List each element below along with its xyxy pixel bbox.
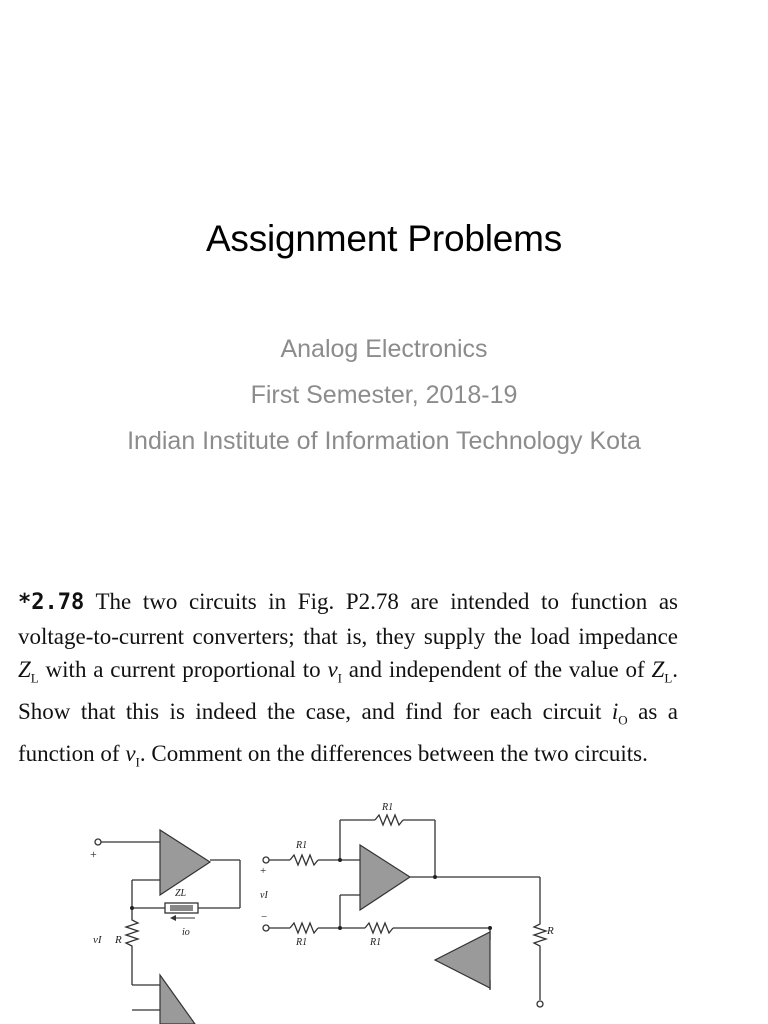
zl-symbol-2: Z: [651, 657, 665, 682]
io-symbol: i: [611, 699, 619, 725]
label-r1-in: R1: [296, 840, 308, 851]
resistor-r1-top: [375, 815, 403, 825]
opamp-b1: [360, 845, 410, 910]
opamp-a1: [160, 830, 210, 895]
label-r-right: R: [547, 925, 554, 937]
label-vi-left: vI: [93, 934, 102, 946]
vi-symbol-2: v: [125, 741, 136, 767]
resistor-r-left: [126, 915, 138, 960]
opamp-b2: [435, 932, 490, 988]
problem-text-1: The two circuits in Fig. P2.78 are intended to function as voltage-to-current converters; that is, they supply the load impedance: [18, 589, 678, 649]
problem-text-5: as a function of: [18, 699, 678, 767]
opamp-a2: [160, 975, 195, 1024]
problem-text-3: and independent of the value of: [342, 657, 652, 682]
subtitle-course: Analog Electronics: [280, 335, 488, 363]
label-r-left: R: [115, 934, 122, 946]
resistor-r1-in: [290, 855, 318, 865]
zl-subscript: L: [30, 670, 39, 686]
label-plus-left: +: [90, 847, 97, 861]
problem-statement: [18, 585, 678, 779]
circuit-figure: [60, 800, 580, 1024]
label-r1-low-left: R1: [296, 937, 308, 948]
resistor-r-right: [534, 920, 546, 950]
problem-text-4: . Show that this is indeed the case, and find for each circuit: [18, 657, 679, 725]
vi-subscript: I: [337, 670, 342, 686]
zl-subscript-2: L: [664, 670, 673, 686]
label-r1-low-right: R1: [370, 937, 382, 948]
label-zl: ZL: [175, 888, 187, 899]
load-zl-fill: [170, 905, 193, 911]
terminal-a-plus: [95, 839, 101, 845]
problem-number: *2.78: [18, 590, 85, 615]
resistor-r1-low-left: [290, 923, 318, 933]
label-minus-mid: −: [261, 911, 268, 923]
vi-subscript-2: I: [135, 754, 140, 770]
subtitle-semester: First Semester, 2018-19: [250, 381, 518, 409]
label-r1-top: R1: [382, 802, 394, 813]
problem-text-6: . Comment on the differences between the two circuits.: [139, 741, 648, 767]
terminal-b-plus: [263, 857, 269, 863]
terminal-b-minus: [263, 925, 269, 931]
subtitle-institute: Indian Institute of Information Technology Kota: [127, 427, 641, 455]
io-subscript: O: [618, 712, 628, 728]
zl-symbol: Z: [18, 657, 31, 682]
label-io: io: [182, 927, 190, 938]
vi-symbol: v: [327, 657, 338, 682]
problem-text-2: with a current proportional to: [38, 657, 328, 682]
label-vi-mid: vI: [260, 890, 268, 901]
resistor-r1-low-right: [365, 923, 393, 933]
label-plus-mid: +: [260, 865, 267, 877]
slide-title: Assignment Problems: [205, 218, 563, 259]
